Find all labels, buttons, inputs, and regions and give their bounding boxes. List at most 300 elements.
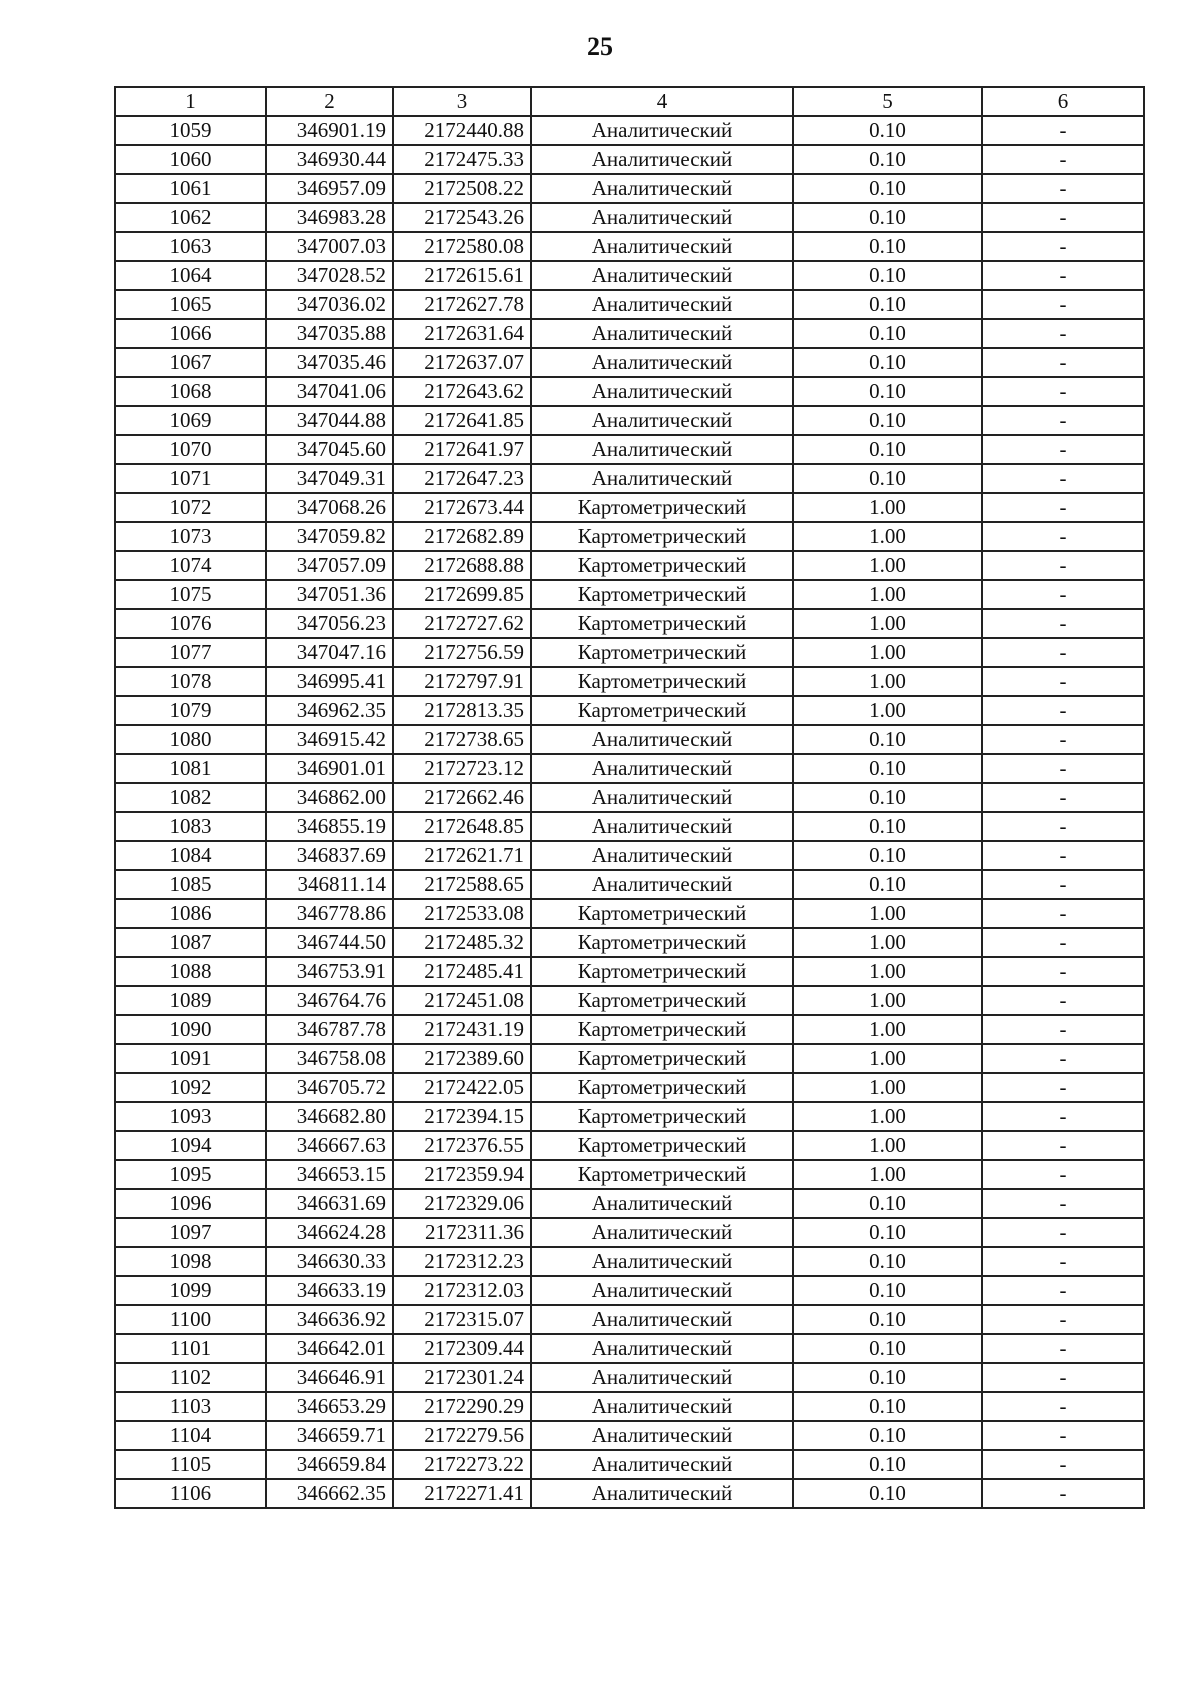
- accuracy-cell: 0.10: [793, 1392, 982, 1421]
- point-number-cell: 1091: [115, 1044, 266, 1073]
- accuracy-cell: 0.10: [793, 841, 982, 870]
- y-coordinate-cell: 2172533.08: [393, 899, 531, 928]
- note-cell: -: [982, 725, 1144, 754]
- accuracy-cell: 0.10: [793, 435, 982, 464]
- method-cell: Картометрический: [531, 1073, 793, 1102]
- accuracy-cell: 0.10: [793, 1363, 982, 1392]
- x-coordinate-cell: 347028.52: [266, 261, 393, 290]
- method-cell: Картометрический: [531, 638, 793, 667]
- accuracy-cell: 1.00: [793, 1160, 982, 1189]
- note-cell: -: [982, 1334, 1144, 1363]
- point-number-cell: 1061: [115, 174, 266, 203]
- point-number-cell: 1088: [115, 957, 266, 986]
- y-coordinate-cell: 2172797.91: [393, 667, 531, 696]
- note-cell: -: [982, 551, 1144, 580]
- point-number-cell: 1068: [115, 377, 266, 406]
- note-cell: -: [982, 116, 1144, 145]
- table-row: [115, 290, 1144, 319]
- y-coordinate-cell: 2172580.08: [393, 232, 531, 261]
- note-cell: -: [982, 1305, 1144, 1334]
- method-cell: Аналитический: [531, 319, 793, 348]
- method-cell: Аналитический: [531, 232, 793, 261]
- note-cell: -: [982, 1479, 1144, 1508]
- table-row: [115, 696, 1144, 725]
- table-row: [115, 1421, 1144, 1450]
- column-header: 1: [115, 87, 266, 116]
- point-number-cell: 1102: [115, 1363, 266, 1392]
- table-row: [115, 261, 1144, 290]
- table-row: [115, 1479, 1144, 1508]
- point-number-cell: 1079: [115, 696, 266, 725]
- table-row: [115, 377, 1144, 406]
- point-number-cell: 1077: [115, 638, 266, 667]
- y-coordinate-cell: 2172637.07: [393, 348, 531, 377]
- note-cell: -: [982, 348, 1144, 377]
- y-coordinate-cell: 2172682.89: [393, 522, 531, 551]
- x-coordinate-cell: 346758.08: [266, 1044, 393, 1073]
- x-coordinate-cell: 346659.71: [266, 1421, 393, 1450]
- point-number-cell: 1064: [115, 261, 266, 290]
- method-cell: Аналитический: [531, 812, 793, 841]
- table-body: [115, 116, 1144, 1508]
- method-cell: Картометрический: [531, 1044, 793, 1073]
- note-cell: -: [982, 1247, 1144, 1276]
- point-number-cell: 1096: [115, 1189, 266, 1218]
- table-row: [115, 319, 1144, 348]
- accuracy-cell: 0.10: [793, 1305, 982, 1334]
- note-cell: -: [982, 377, 1144, 406]
- note-cell: -: [982, 174, 1144, 203]
- point-number-cell: 1093: [115, 1102, 266, 1131]
- accuracy-cell: 0.10: [793, 783, 982, 812]
- y-coordinate-cell: 2172279.56: [393, 1421, 531, 1450]
- table-row: [115, 145, 1144, 174]
- table-row: [115, 638, 1144, 667]
- note-cell: -: [982, 1044, 1144, 1073]
- coordinates-table: [114, 86, 1145, 1509]
- x-coordinate-cell: 347049.31: [266, 464, 393, 493]
- x-coordinate-cell: 347057.09: [266, 551, 393, 580]
- y-coordinate-cell: 2172727.62: [393, 609, 531, 638]
- note-cell: -: [982, 1421, 1144, 1450]
- x-coordinate-cell: 346901.01: [266, 754, 393, 783]
- table-row: [115, 232, 1144, 261]
- x-coordinate-cell: 347056.23: [266, 609, 393, 638]
- note-cell: -: [982, 290, 1144, 319]
- note-cell: -: [982, 464, 1144, 493]
- method-cell: Картометрический: [531, 551, 793, 580]
- note-cell: -: [982, 812, 1144, 841]
- note-cell: -: [982, 203, 1144, 232]
- accuracy-cell: 1.00: [793, 928, 982, 957]
- x-coordinate-cell: 346778.86: [266, 899, 393, 928]
- x-coordinate-cell: 346659.84: [266, 1450, 393, 1479]
- accuracy-cell: 0.10: [793, 261, 982, 290]
- y-coordinate-cell: 2172641.85: [393, 406, 531, 435]
- method-cell: Картометрический: [531, 1160, 793, 1189]
- y-coordinate-cell: 2172394.15: [393, 1102, 531, 1131]
- table-row: [115, 1363, 1144, 1392]
- y-coordinate-cell: 2172359.94: [393, 1160, 531, 1189]
- accuracy-cell: 0.10: [793, 754, 982, 783]
- point-number-cell: 1089: [115, 986, 266, 1015]
- method-cell: Аналитический: [531, 145, 793, 174]
- y-coordinate-cell: 2172631.64: [393, 319, 531, 348]
- x-coordinate-cell: 346962.35: [266, 696, 393, 725]
- method-cell: Картометрический: [531, 522, 793, 551]
- note-cell: -: [982, 1015, 1144, 1044]
- accuracy-cell: 1.00: [793, 551, 982, 580]
- accuracy-cell: 0.10: [793, 725, 982, 754]
- point-number-cell: 1078: [115, 667, 266, 696]
- table-row: [115, 435, 1144, 464]
- x-coordinate-cell: 346682.80: [266, 1102, 393, 1131]
- accuracy-cell: 0.10: [793, 464, 982, 493]
- y-coordinate-cell: 2172312.03: [393, 1276, 531, 1305]
- accuracy-cell: 1.00: [793, 957, 982, 986]
- point-number-cell: 1097: [115, 1218, 266, 1247]
- x-coordinate-cell: 346837.69: [266, 841, 393, 870]
- x-coordinate-cell: 346855.19: [266, 812, 393, 841]
- y-coordinate-cell: 2172440.88: [393, 116, 531, 145]
- x-coordinate-cell: 346667.63: [266, 1131, 393, 1160]
- accuracy-cell: 0.10: [793, 377, 982, 406]
- x-coordinate-cell: 346642.01: [266, 1334, 393, 1363]
- y-coordinate-cell: 2172376.55: [393, 1131, 531, 1160]
- method-cell: Аналитический: [531, 1247, 793, 1276]
- method-cell: Аналитический: [531, 754, 793, 783]
- method-cell: Аналитический: [531, 1450, 793, 1479]
- point-number-cell: 1070: [115, 435, 266, 464]
- table-row: [115, 899, 1144, 928]
- y-coordinate-cell: 2172271.41: [393, 1479, 531, 1508]
- table-row: [115, 1102, 1144, 1131]
- column-header: 6: [982, 87, 1144, 116]
- method-cell: Картометрический: [531, 667, 793, 696]
- method-cell: Аналитический: [531, 406, 793, 435]
- note-cell: -: [982, 928, 1144, 957]
- accuracy-cell: 0.10: [793, 1450, 982, 1479]
- table-row: [115, 870, 1144, 899]
- method-cell: Картометрический: [531, 986, 793, 1015]
- y-coordinate-cell: 2172662.46: [393, 783, 531, 812]
- method-cell: Аналитический: [531, 174, 793, 203]
- point-number-cell: 1066: [115, 319, 266, 348]
- accuracy-cell: 0.10: [793, 145, 982, 174]
- x-coordinate-cell: 347044.88: [266, 406, 393, 435]
- y-coordinate-cell: 2172312.23: [393, 1247, 531, 1276]
- y-coordinate-cell: 2172699.85: [393, 580, 531, 609]
- point-number-cell: 1106: [115, 1479, 266, 1508]
- note-cell: -: [982, 1392, 1144, 1421]
- y-coordinate-cell: 2172648.85: [393, 812, 531, 841]
- method-cell: Аналитический: [531, 290, 793, 319]
- method-cell: Картометрический: [531, 696, 793, 725]
- point-number-cell: 1095: [115, 1160, 266, 1189]
- y-coordinate-cell: 2172508.22: [393, 174, 531, 203]
- note-cell: -: [982, 493, 1144, 522]
- x-coordinate-cell: 346744.50: [266, 928, 393, 957]
- point-number-cell: 1074: [115, 551, 266, 580]
- note-cell: -: [982, 638, 1144, 667]
- x-coordinate-cell: 347035.88: [266, 319, 393, 348]
- method-cell: Аналитический: [531, 1276, 793, 1305]
- note-cell: -: [982, 667, 1144, 696]
- x-coordinate-cell: 347059.82: [266, 522, 393, 551]
- table-row: [115, 609, 1144, 638]
- method-cell: Аналитический: [531, 116, 793, 145]
- accuracy-cell: 0.10: [793, 290, 982, 319]
- x-coordinate-cell: 346915.42: [266, 725, 393, 754]
- y-coordinate-cell: 2172273.22: [393, 1450, 531, 1479]
- y-coordinate-cell: 2172329.06: [393, 1189, 531, 1218]
- note-cell: -: [982, 841, 1144, 870]
- accuracy-cell: 0.10: [793, 870, 982, 899]
- note-cell: -: [982, 754, 1144, 783]
- table-row: [115, 1334, 1144, 1363]
- accuracy-cell: 1.00: [793, 609, 982, 638]
- table-row: [115, 493, 1144, 522]
- method-cell: Аналитический: [531, 377, 793, 406]
- y-coordinate-cell: 2172643.62: [393, 377, 531, 406]
- accuracy-cell: 1.00: [793, 522, 982, 551]
- table-row: [115, 203, 1144, 232]
- table-row: [115, 1073, 1144, 1102]
- y-coordinate-cell: 2172315.07: [393, 1305, 531, 1334]
- point-number-cell: 1082: [115, 783, 266, 812]
- column-header: 2: [266, 87, 393, 116]
- point-number-cell: 1075: [115, 580, 266, 609]
- x-coordinate-cell: 346636.92: [266, 1305, 393, 1334]
- y-coordinate-cell: 2172588.65: [393, 870, 531, 899]
- accuracy-cell: 0.10: [793, 116, 982, 145]
- table-row: [115, 841, 1144, 870]
- method-cell: Картометрический: [531, 1102, 793, 1131]
- note-cell: -: [982, 1189, 1144, 1218]
- y-coordinate-cell: 2172475.33: [393, 145, 531, 174]
- table-header-row: [115, 87, 1144, 116]
- accuracy-cell: 0.10: [793, 1479, 982, 1508]
- accuracy-cell: 0.10: [793, 1189, 982, 1218]
- method-cell: Аналитический: [531, 870, 793, 899]
- table-row: [115, 406, 1144, 435]
- x-coordinate-cell: 347051.36: [266, 580, 393, 609]
- accuracy-cell: 0.10: [793, 232, 982, 261]
- accuracy-cell: 0.10: [793, 1334, 982, 1363]
- accuracy-cell: 1.00: [793, 493, 982, 522]
- method-cell: Аналитический: [531, 348, 793, 377]
- y-coordinate-cell: 2172431.19: [393, 1015, 531, 1044]
- accuracy-cell: 1.00: [793, 667, 982, 696]
- table-row: [115, 725, 1144, 754]
- method-cell: Аналитический: [531, 203, 793, 232]
- point-number-cell: 1080: [115, 725, 266, 754]
- note-cell: -: [982, 1276, 1144, 1305]
- note-cell: -: [982, 899, 1144, 928]
- table-row: [115, 1131, 1144, 1160]
- column-header: 3: [393, 87, 531, 116]
- point-number-cell: 1087: [115, 928, 266, 957]
- method-cell: Аналитический: [531, 783, 793, 812]
- point-number-cell: 1105: [115, 1450, 266, 1479]
- note-cell: -: [982, 435, 1144, 464]
- note-cell: -: [982, 145, 1144, 174]
- note-cell: -: [982, 522, 1144, 551]
- table-row: [115, 1450, 1144, 1479]
- note-cell: -: [982, 986, 1144, 1015]
- table-row: [115, 551, 1144, 580]
- method-cell: Картометрический: [531, 493, 793, 522]
- point-number-cell: 1076: [115, 609, 266, 638]
- x-coordinate-cell: 346653.15: [266, 1160, 393, 1189]
- x-coordinate-cell: 346630.33: [266, 1247, 393, 1276]
- method-cell: Аналитический: [531, 1421, 793, 1450]
- note-cell: -: [982, 696, 1144, 725]
- accuracy-cell: 1.00: [793, 1073, 982, 1102]
- x-coordinate-cell: 346811.14: [266, 870, 393, 899]
- note-cell: -: [982, 1102, 1144, 1131]
- method-cell: Картометрический: [531, 928, 793, 957]
- accuracy-cell: 1.00: [793, 1044, 982, 1073]
- method-cell: Аналитический: [531, 435, 793, 464]
- x-coordinate-cell: 346646.91: [266, 1363, 393, 1392]
- point-number-cell: 1069: [115, 406, 266, 435]
- y-coordinate-cell: 2172451.08: [393, 986, 531, 1015]
- x-coordinate-cell: 346624.28: [266, 1218, 393, 1247]
- column-header: 4: [531, 87, 793, 116]
- point-number-cell: 1063: [115, 232, 266, 261]
- y-coordinate-cell: 2172641.97: [393, 435, 531, 464]
- point-number-cell: 1103: [115, 1392, 266, 1421]
- note-cell: -: [982, 232, 1144, 261]
- accuracy-cell: 0.10: [793, 203, 982, 232]
- y-coordinate-cell: 2172673.44: [393, 493, 531, 522]
- accuracy-cell: 0.10: [793, 1276, 982, 1305]
- table-row: [115, 116, 1144, 145]
- accuracy-cell: 0.10: [793, 812, 982, 841]
- table-row: [115, 1160, 1144, 1189]
- y-coordinate-cell: 2172311.36: [393, 1218, 531, 1247]
- x-coordinate-cell: 346995.41: [266, 667, 393, 696]
- y-coordinate-cell: 2172485.41: [393, 957, 531, 986]
- method-cell: Аналитический: [531, 1392, 793, 1421]
- table-row: [115, 580, 1144, 609]
- y-coordinate-cell: 2172309.44: [393, 1334, 531, 1363]
- note-cell: -: [982, 406, 1144, 435]
- y-coordinate-cell: 2172422.05: [393, 1073, 531, 1102]
- table-row: [115, 1247, 1144, 1276]
- method-cell: Картометрический: [531, 1131, 793, 1160]
- accuracy-cell: 0.10: [793, 1247, 982, 1276]
- table-row: [115, 1276, 1144, 1305]
- y-coordinate-cell: 2172756.59: [393, 638, 531, 667]
- y-coordinate-cell: 2172301.24: [393, 1363, 531, 1392]
- point-number-cell: 1086: [115, 899, 266, 928]
- point-number-cell: 1101: [115, 1334, 266, 1363]
- column-header: 5: [793, 87, 982, 116]
- x-coordinate-cell: 346631.69: [266, 1189, 393, 1218]
- table-row: [115, 348, 1144, 377]
- y-coordinate-cell: 2172615.61: [393, 261, 531, 290]
- page-number: 25: [587, 32, 613, 61]
- accuracy-cell: 1.00: [793, 986, 982, 1015]
- y-coordinate-cell: 2172813.35: [393, 696, 531, 725]
- method-cell: Картометрический: [531, 957, 793, 986]
- accuracy-cell: 0.10: [793, 406, 982, 435]
- y-coordinate-cell: 2172688.88: [393, 551, 531, 580]
- point-number-cell: 1073: [115, 522, 266, 551]
- x-coordinate-cell: 346787.78: [266, 1015, 393, 1044]
- point-number-cell: 1072: [115, 493, 266, 522]
- accuracy-cell: 0.10: [793, 319, 982, 348]
- x-coordinate-cell: 346753.91: [266, 957, 393, 986]
- accuracy-cell: 0.10: [793, 1218, 982, 1247]
- x-coordinate-cell: 346653.29: [266, 1392, 393, 1421]
- accuracy-cell: 0.10: [793, 174, 982, 203]
- note-cell: -: [982, 957, 1144, 986]
- note-cell: -: [982, 1131, 1144, 1160]
- point-number-cell: 1083: [115, 812, 266, 841]
- note-cell: -: [982, 1073, 1144, 1102]
- point-number-cell: 1065: [115, 290, 266, 319]
- x-coordinate-cell: 347036.02: [266, 290, 393, 319]
- x-coordinate-cell: 347035.46: [266, 348, 393, 377]
- x-coordinate-cell: 346705.72: [266, 1073, 393, 1102]
- x-coordinate-cell: 346862.00: [266, 783, 393, 812]
- point-number-cell: 1104: [115, 1421, 266, 1450]
- point-number-cell: 1099: [115, 1276, 266, 1305]
- point-number-cell: 1084: [115, 841, 266, 870]
- x-coordinate-cell: 346983.28: [266, 203, 393, 232]
- x-coordinate-cell: 346764.76: [266, 986, 393, 1015]
- table-row: [115, 1189, 1144, 1218]
- accuracy-cell: 1.00: [793, 696, 982, 725]
- point-number-cell: 1100: [115, 1305, 266, 1334]
- accuracy-cell: 1.00: [793, 1102, 982, 1131]
- point-number-cell: 1098: [115, 1247, 266, 1276]
- x-coordinate-cell: 347047.16: [266, 638, 393, 667]
- accuracy-cell: 1.00: [793, 899, 982, 928]
- x-coordinate-cell: 346957.09: [266, 174, 393, 203]
- note-cell: -: [982, 1450, 1144, 1479]
- x-coordinate-cell: 346662.35: [266, 1479, 393, 1508]
- y-coordinate-cell: 2172738.65: [393, 725, 531, 754]
- note-cell: -: [982, 783, 1144, 812]
- method-cell: Картометрический: [531, 609, 793, 638]
- table-row: [115, 1044, 1144, 1073]
- note-cell: -: [982, 609, 1144, 638]
- table-row: [115, 522, 1144, 551]
- point-number-cell: 1067: [115, 348, 266, 377]
- table-row: [115, 174, 1144, 203]
- note-cell: -: [982, 319, 1144, 348]
- accuracy-cell: 1.00: [793, 580, 982, 609]
- method-cell: Картометрический: [531, 899, 793, 928]
- y-coordinate-cell: 2172723.12: [393, 754, 531, 783]
- note-cell: -: [982, 580, 1144, 609]
- method-cell: Аналитический: [531, 1189, 793, 1218]
- accuracy-cell: 1.00: [793, 1015, 982, 1044]
- table-row: [115, 957, 1144, 986]
- x-coordinate-cell: 347045.60: [266, 435, 393, 464]
- point-number-cell: 1071: [115, 464, 266, 493]
- point-number-cell: 1092: [115, 1073, 266, 1102]
- note-cell: -: [982, 1218, 1144, 1247]
- table-row: [115, 1392, 1144, 1421]
- x-coordinate-cell: 347041.06: [266, 377, 393, 406]
- table-row: [115, 667, 1144, 696]
- method-cell: Аналитический: [531, 1334, 793, 1363]
